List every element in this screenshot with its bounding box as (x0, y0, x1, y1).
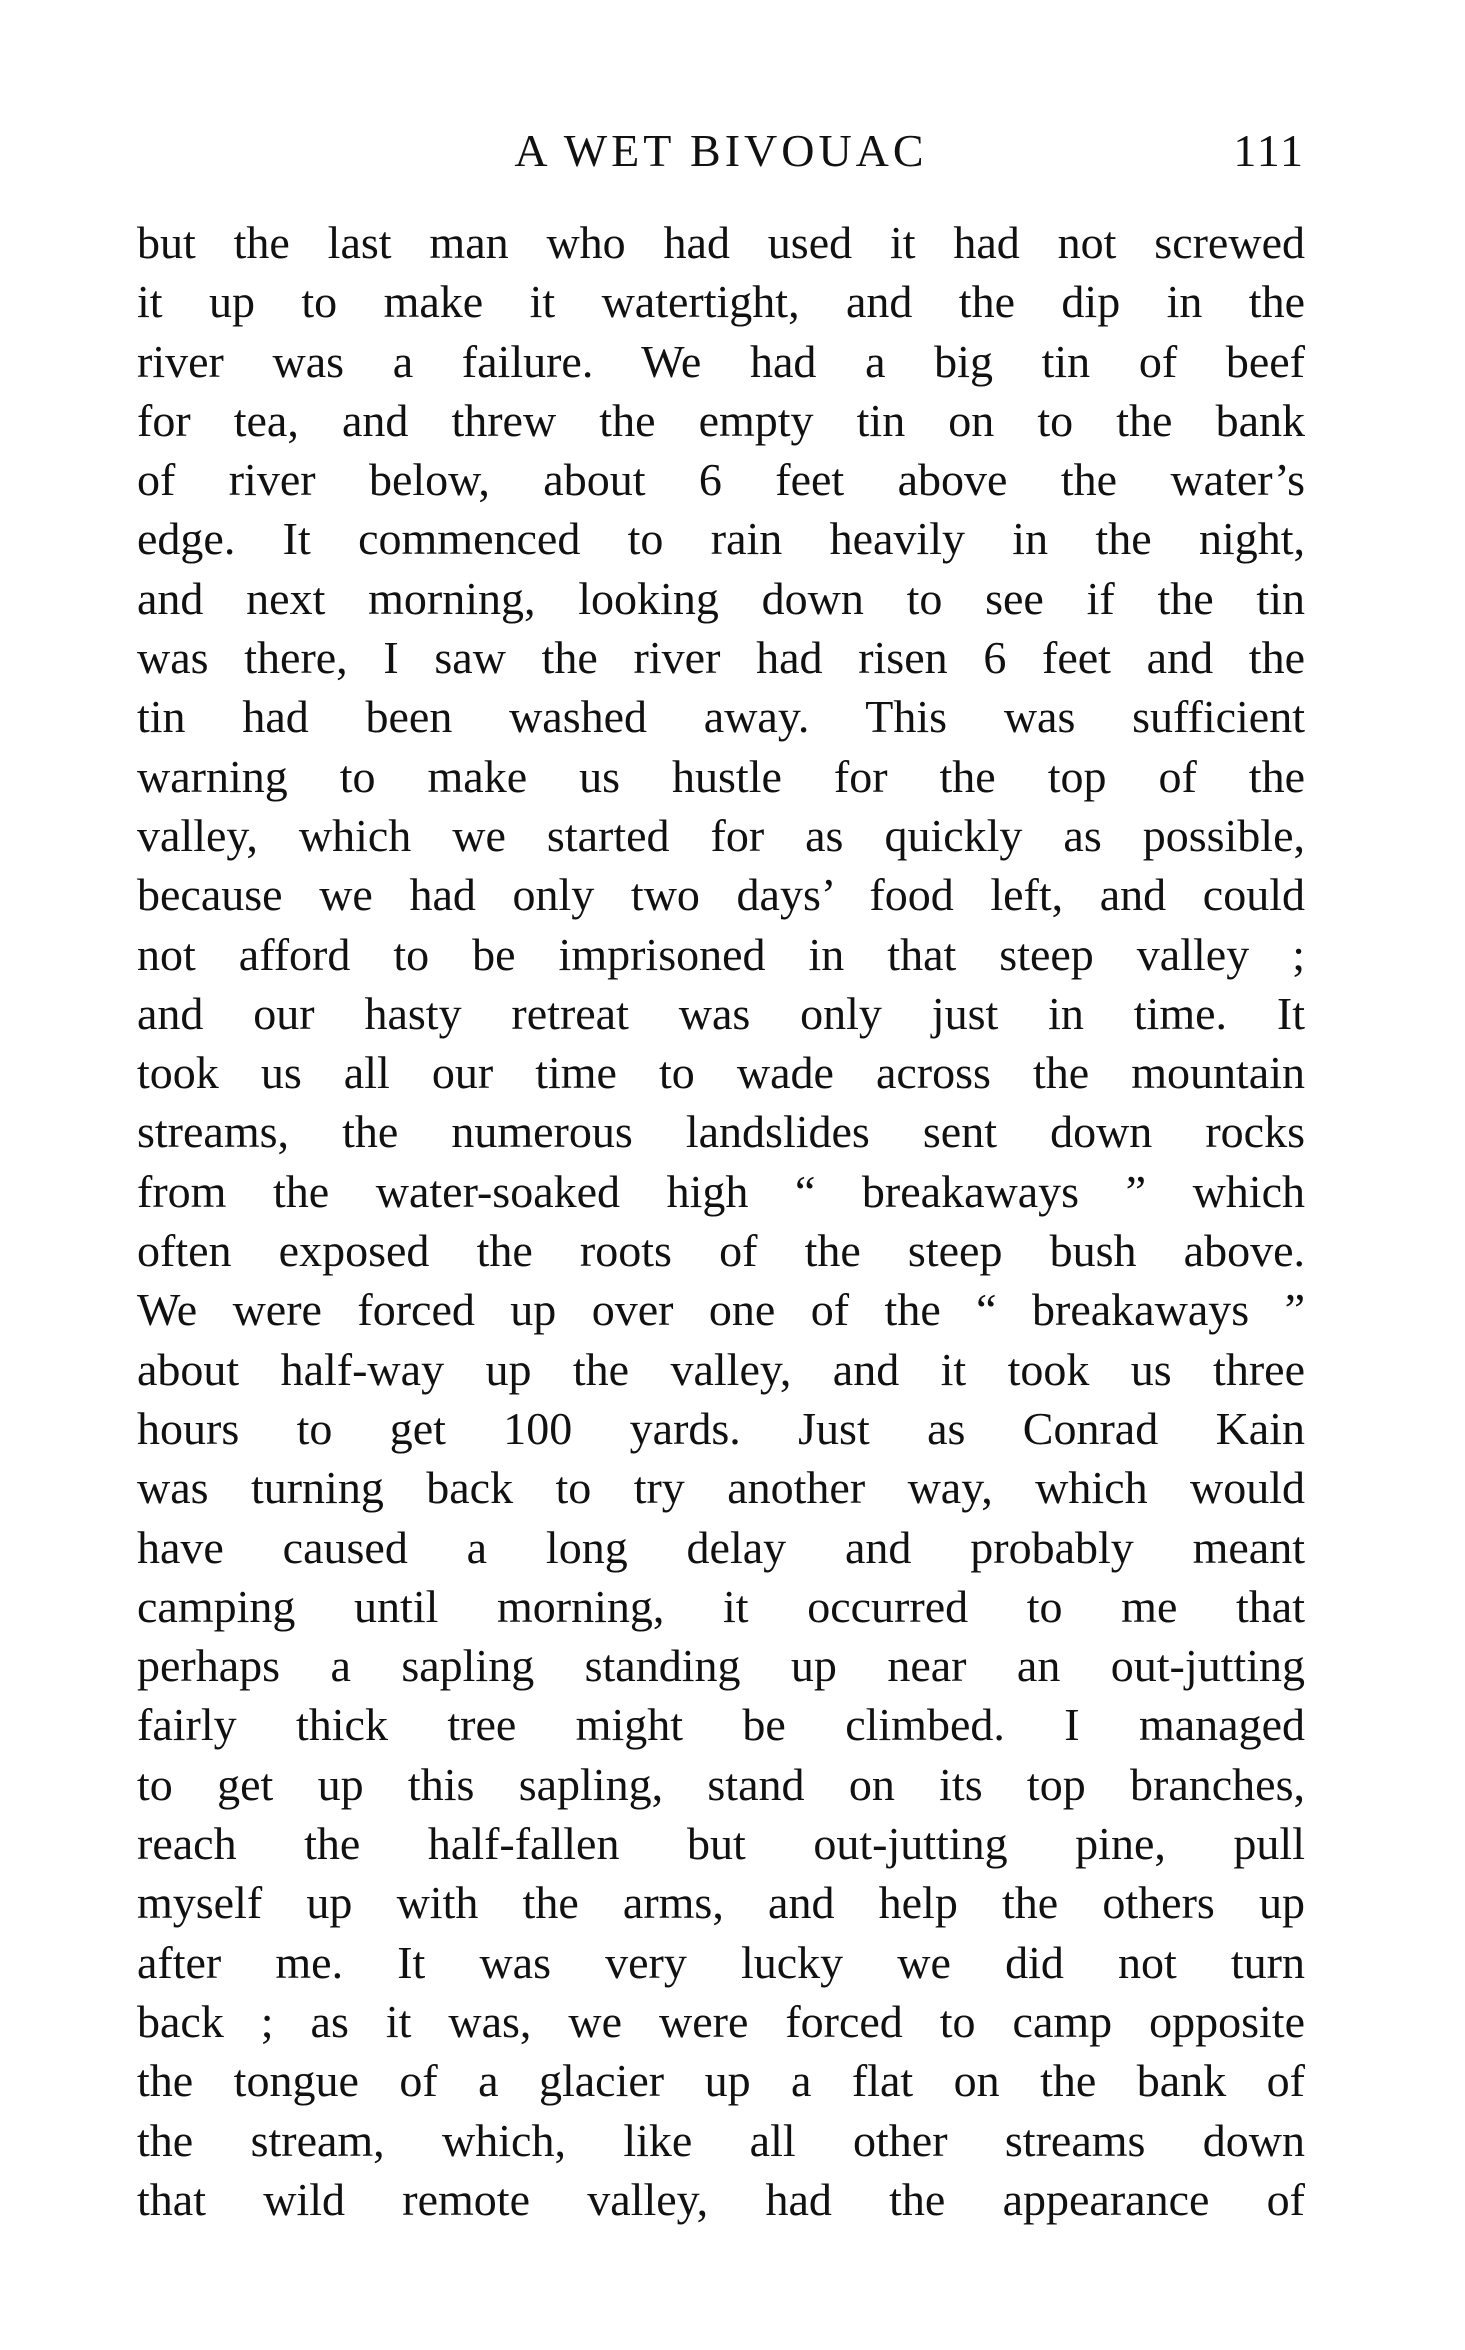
running-title: A WET BIVOUAC (514, 125, 928, 176)
text-line: myself up with the arms, and help the others up (137, 1877, 1305, 1929)
text-line: about half-way up the valley, and it took us three (137, 1343, 1305, 1395)
text-line: warning to make us hustle for the top of the (137, 750, 1305, 802)
text-line: of river below, about 6 feet above the water’s (137, 454, 1305, 506)
text-line: have caused a long delay and probably meant (137, 1521, 1305, 1573)
text-line: was there, I saw the river had risen 6 feet and the (137, 632, 1305, 684)
text-line: perhaps a sapling standing up near an out-jutting (137, 1640, 1305, 1692)
text-line: after me. It was very lucky we did not turn (137, 1936, 1305, 1988)
text-line: but the last man who had used it had not screwed (137, 217, 1305, 268)
text-line: was turning back to try another way, which would (137, 1462, 1305, 1514)
text-line: We were forced up over one of the “ breakaways ” (137, 1284, 1305, 1336)
text-line: often exposed the roots of the steep bush above. (137, 1225, 1305, 1277)
text-line: river was a failure. We had a big tin of beef (137, 335, 1305, 387)
text-line: from the water-soaked high “ breakaways ” which (137, 1165, 1305, 1217)
text-line: because we had only two days’ food left, and could (137, 869, 1305, 921)
text-line: streams, the numerous landslides sent down rocks (137, 1106, 1305, 1158)
text-line: it up to make it watertight, and the dip in the (137, 276, 1305, 328)
text-line: camping until morning, it occurred to me that (137, 1580, 1305, 1632)
text-line: and next morning, looking down to see if the tin (137, 572, 1305, 624)
text-line: to get up this sapling, stand on its top branches, (137, 1758, 1305, 1810)
page-header (137, 124, 1305, 184)
text-line: that wild remote valley, had the appearance of (137, 2173, 1305, 2225)
text-line: reach the half-fallen but out-jutting pine, pull (137, 1818, 1305, 1870)
text-line: back ; as it was, we were forced to camp opposite (137, 1995, 1305, 2047)
text-line: valley, which we started for as quickly as possible, (137, 809, 1305, 861)
text-line: and our hasty retreat was only just in time. It (137, 987, 1305, 1039)
page-number: 111 (1233, 125, 1305, 176)
text-line: edge. It commenced to rain heavily in the night, (137, 513, 1305, 565)
text-line: fairly thick tree might be climbed. I managed (137, 1699, 1305, 1751)
body-text (137, 213, 1305, 2229)
text-line: for tea, and threw the empty tin on to the bank (137, 394, 1305, 446)
text-line: not afford to be imprisoned in that steep valley ; (137, 928, 1305, 980)
text-line: hours to get 100 yards. Just as Conrad Kain (137, 1402, 1305, 1454)
text-line: tin had been washed away. This was sufficient (137, 691, 1305, 743)
text-line: took us all our time to wade across the mountain (137, 1047, 1305, 1099)
text-line: the stream, which, like all other streams down (137, 2114, 1305, 2166)
text-line: the tongue of a glacier up a flat on the bank of (137, 2055, 1305, 2107)
